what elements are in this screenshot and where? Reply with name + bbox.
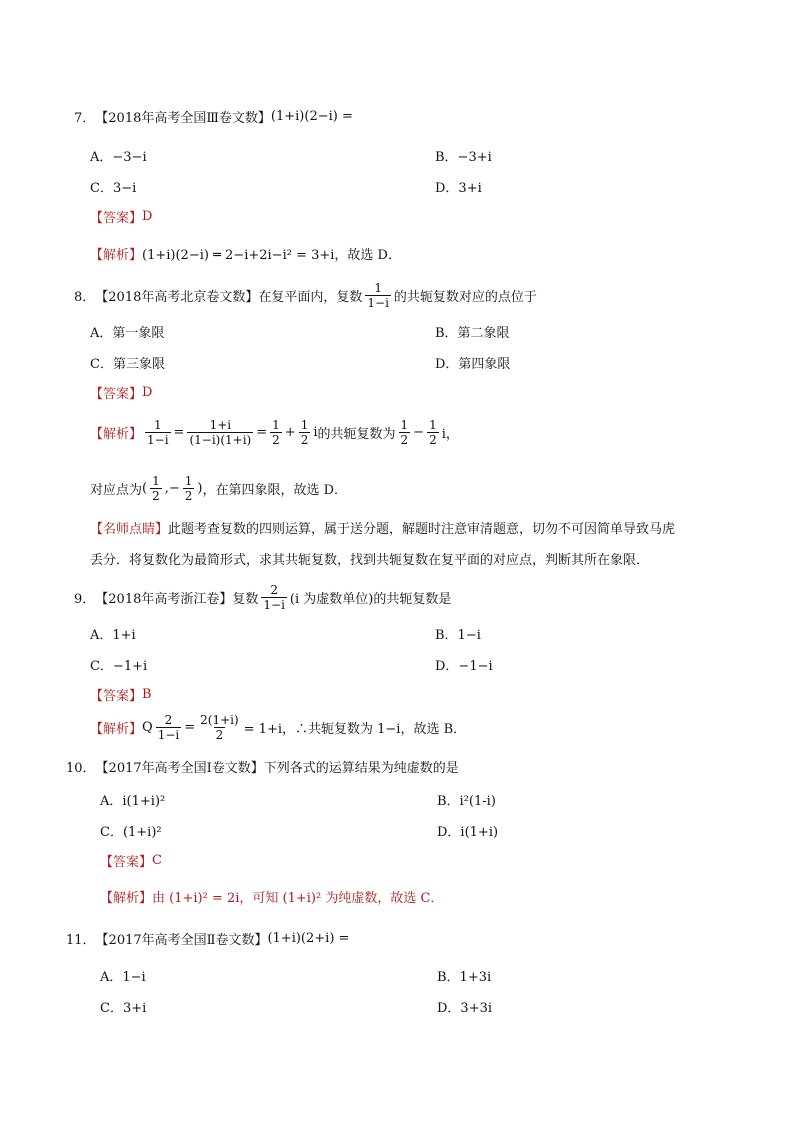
fraction: $\frac{1}{2}$ bbox=[400, 418, 409, 447]
answer-value: C bbox=[152, 853, 162, 868]
answer-value: B bbox=[142, 687, 152, 702]
analysis-label: 【解析】 bbox=[90, 427, 143, 442]
analysis-label: 【解析】 bbox=[90, 248, 143, 263]
question-number: 8． bbox=[74, 290, 96, 305]
question-text: 在复平面内，复数 bbox=[258, 290, 363, 305]
answer-line bbox=[100, 851, 162, 870]
option-b: B．1+3i bbox=[437, 970, 492, 985]
option-a: A．−3−i bbox=[90, 150, 147, 165]
option-a: A．1−i bbox=[100, 970, 146, 985]
fraction: $\frac{2(1+i)}{2}$ bbox=[200, 713, 239, 742]
fraction: $\frac{1}{2}$ bbox=[429, 418, 437, 447]
option-a: A．第一象限 bbox=[90, 326, 165, 341]
option-b: B．−3+i bbox=[435, 150, 492, 165]
tip-text: 此题考查复数的四则运算，属于送分题，解题时注意审清题意，切勿不可因简单导致马虎 bbox=[168, 522, 676, 537]
question-source: 【2018年高考全国Ⅲ卷文数】 bbox=[95, 111, 271, 126]
analysis-text: 的共轭复数为 bbox=[317, 427, 396, 442]
analysis-symbol: Q bbox=[142, 720, 153, 735]
tip-line-1 bbox=[90, 518, 675, 537]
tip-line-2: 丢分．将复数化为最简形式，求其共轭复数，找到共轭复数在复平面的对应点，判断其所在象限． bbox=[90, 553, 650, 568]
fraction: $\frac{2}{1-i}$ bbox=[157, 713, 180, 742]
option-b: B．i²(1-i) bbox=[437, 794, 496, 809]
question-8-stem bbox=[74, 281, 537, 310]
option-d: D．3+3i bbox=[437, 1001, 493, 1016]
option-d: D．i(1+i) bbox=[437, 825, 499, 840]
answer-label: 【答案】 bbox=[90, 689, 143, 704]
question-10-stem bbox=[66, 757, 459, 776]
option-b: B．1−i bbox=[435, 628, 481, 643]
question-text: (i 为虚数单位)的共轭复数是 bbox=[289, 592, 452, 607]
analysis-text: 对应点为 bbox=[90, 483, 143, 498]
answer-label: 【答案】 bbox=[90, 211, 143, 226]
analysis-text: = 1+i，∴共轭复数为 1−i，故选 B． bbox=[243, 722, 467, 737]
analysis-text: (1+i)(2−i) ═ 2−i+2i−i² = 3+i，故选 D． bbox=[142, 248, 401, 263]
question-source: 【2018年高考北京卷文数】 bbox=[95, 290, 259, 305]
answer-label: 【答案】 bbox=[90, 387, 143, 402]
question-number: 7． bbox=[74, 111, 96, 126]
option-c: C．3+i bbox=[100, 1001, 147, 1016]
option-c: C．3−i bbox=[90, 181, 137, 196]
question-text: 复数 bbox=[232, 592, 259, 607]
option-a: A．i(1+i)² bbox=[100, 794, 166, 809]
analysis-line bbox=[100, 887, 443, 906]
fraction: $\frac{1}{2}$ bbox=[184, 474, 193, 503]
option-a: A．1+i bbox=[90, 628, 136, 643]
question-text: 下列各式的运算结果为纯虚数的是 bbox=[263, 761, 459, 776]
question-expression: (1+i)(2−i) = bbox=[270, 109, 353, 124]
fraction: $\frac{2}{1-i}$ bbox=[263, 583, 285, 612]
fraction: $\frac{1}{1-i}$ bbox=[367, 281, 389, 310]
fraction: $\frac{1}{2}$ bbox=[272, 418, 280, 447]
analysis-text: ，在第四象限，故选 D． bbox=[202, 483, 348, 498]
option-b: B．第二象限 bbox=[435, 326, 510, 341]
question-source: 【2018年高考浙江卷】 bbox=[95, 592, 233, 607]
fraction: $\frac{1}{1-i}$ bbox=[147, 418, 169, 447]
analysis-line: 【解析】 $\frac{1}{1-i}$ = $\frac{1+i}{(1-i)(1+i)}$ = $\frac{1}{2}$ + $\frac{1}{2}$ i 的共轭复数为 $\frac{1}{2}$ − $\frac{1}{2}$ i， bbox=[90, 418, 459, 447]
analysis-line bbox=[90, 244, 401, 263]
answer-line bbox=[90, 207, 152, 226]
question-number: 11． bbox=[66, 933, 96, 948]
tip-label: 【名师点睛】 bbox=[90, 522, 169, 537]
answer-label: 【答案】 bbox=[100, 855, 153, 870]
question-source: 【2017年高考全国Ⅰ卷文数】 bbox=[95, 761, 264, 776]
answer-value: D bbox=[142, 209, 153, 224]
option-d: D．3+i bbox=[435, 181, 482, 196]
question-7-stem bbox=[74, 107, 353, 126]
question-text: 的共轭复数对应的点位于 bbox=[393, 290, 537, 305]
question-number: 10． bbox=[66, 761, 96, 776]
analysis-line: 【解析】 Q $\frac{2}{1-i}$ = $\frac{2(1+i)}{2}$ = 1+i，∴共轭复数为 1−i，故选 B． bbox=[90, 713, 467, 742]
option-c: C．第三象限 bbox=[90, 357, 165, 372]
question-expression: (1+i)(2+i) = bbox=[267, 931, 350, 946]
answer-line bbox=[90, 383, 152, 402]
fraction: $\frac{1}{2}$ bbox=[300, 418, 309, 447]
question-source: 【2017年高考全国Ⅱ卷文数】 bbox=[95, 933, 268, 948]
option-c: C．(1+i)² bbox=[100, 825, 162, 840]
analysis-line-2: 对应点为 ( $\frac{1}{2}$ ,− $\frac{1}{2}$ ) ，在第四象限，故选 D． bbox=[90, 474, 348, 503]
question-11-stem bbox=[66, 929, 349, 948]
analysis-text: 由 (1+i)² = 2i，可知 (1+i)² 为纯虚数，故选 C． bbox=[152, 891, 444, 906]
analysis-label: 【解析】 bbox=[100, 891, 153, 906]
fraction: $\frac{1+i}{(1-i)(1+i)}$ bbox=[189, 418, 252, 447]
question-number: 9． bbox=[74, 592, 96, 607]
option-d: D．第四象限 bbox=[435, 357, 511, 372]
question-9-stem bbox=[74, 583, 451, 612]
fraction: $\frac{1}{2}$ bbox=[152, 474, 160, 503]
option-c: C．−1+i bbox=[90, 659, 148, 674]
answer-line bbox=[90, 685, 152, 704]
option-d: D．−1−i bbox=[435, 659, 493, 674]
analysis-label: 【解析】 bbox=[90, 722, 143, 737]
answer-value: D bbox=[142, 385, 153, 400]
